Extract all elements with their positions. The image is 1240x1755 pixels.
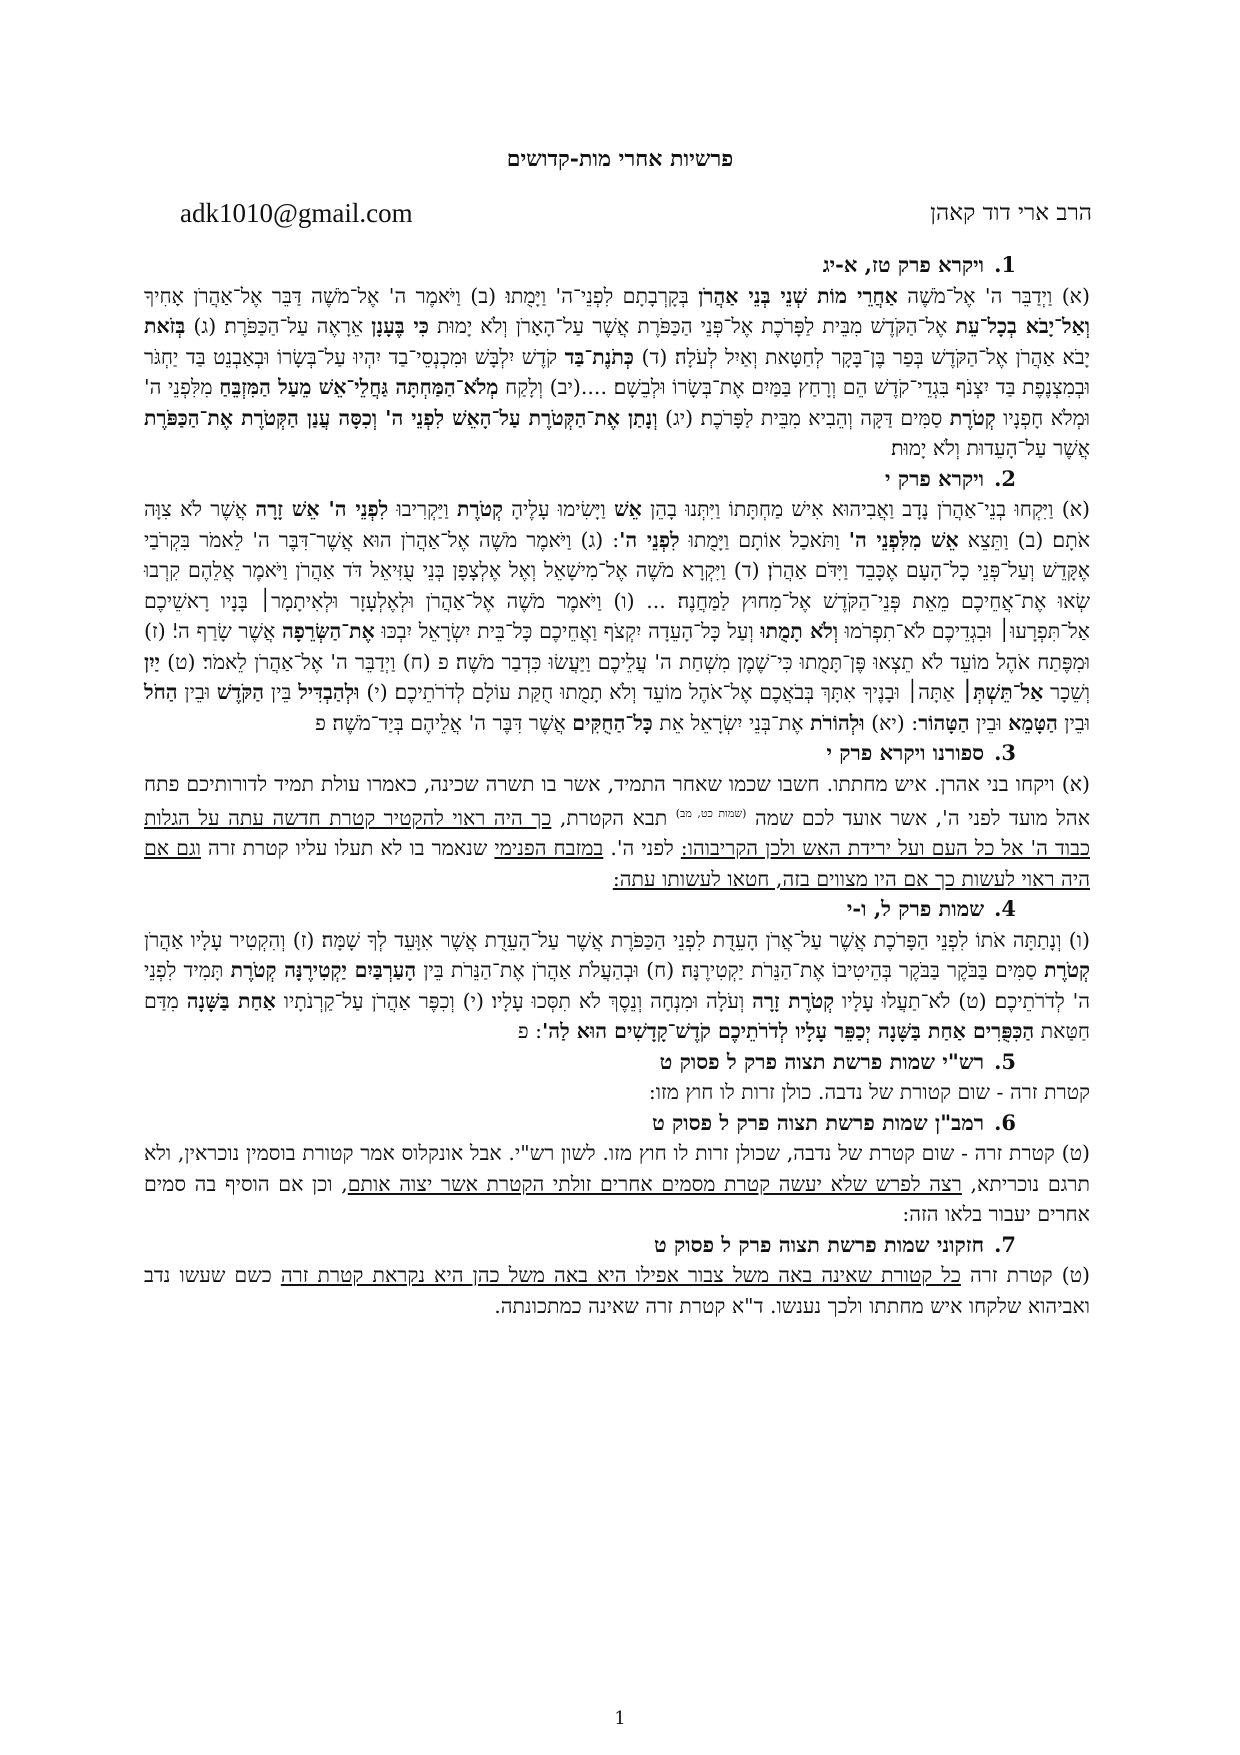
emphasized-text: אֵשׁ xyxy=(614,497,642,521)
source-number: 1. xyxy=(994,252,1016,277)
text-segment: סַמִּים בַּבֹּקֶר בַּבֹּקֶר בְּהֵיטִיבוֹ אֶת־הַנֵּרֹת יַקְטִירֶנָּה׃ (ח) וּבְהַעֲלֹת אַהֲרֹן אֶת־הַנֵּרֹת בֵּין xyxy=(416,958,1045,983)
source-section xyxy=(144,738,1090,894)
emphasized-text: אֵשׁ מִלִּפְנֵי ה' xyxy=(848,527,959,552)
source-number: 4. xyxy=(994,896,1016,922)
emphasized-text: לִפְנֵי ה' xyxy=(619,527,680,552)
page-number: 1 xyxy=(614,1708,626,1729)
text-segment: סַמִּים דַּקָּה וְהֵבִיא מִבֵּית לַפָּרֹכֶת׃ (יג) xyxy=(657,405,950,430)
source-section xyxy=(144,464,1090,739)
text-segment: : (יא) xyxy=(864,710,919,735)
sources-body xyxy=(144,250,1090,1321)
text-segment: אֲשֶׁר עַל־הָעֵדוּת וְלֹא יָמוּת׃ xyxy=(891,436,1090,460)
text-segment: (א) וַיְדַבֵּר ה' אֶל־מֹשֶׁה xyxy=(897,283,1090,308)
text-segment: שנאמר בו לא תעלו עליו קטרת זרה xyxy=(200,836,495,861)
text-segment: תבא הקטרת, xyxy=(551,805,676,830)
emphasized-text: מְלֹא־הַמַּחְתָּה גַּחֲלֵי־אֵשׁ מֵעַל הַמִּזְבֵּחַ xyxy=(219,375,499,399)
emphasized-text: כִּי בֶּעָנָן xyxy=(371,314,429,338)
source-text xyxy=(144,1138,1090,1230)
text-segment: קטרת זרה - שום קטורת של נדבה. כולן זרות לו חוץ מזו: xyxy=(648,1080,1090,1105)
emphasized-text: הַחֹל xyxy=(144,680,178,704)
underlined-text: כך היה ראוי להקטיר קטרת חדשה עתה על הגלות כבוד ה' אל כל העם ועל ירידת האש ולכן הקריבוהו: xyxy=(144,805,1090,861)
text-segment: (ו) וְנָתַתָּה אֹתוֹ לִפְנֵי הַפָּרֹכֶת אֲשֶׁר עַל־אֲרֹן הָעֵדֻת לִפְנֵי הַכַּפֹּרֶת אֲשֶׁר עַל־הָעֵדֻת אֲשֶׁר אִוָּעֵד לְךָ שָׁמָּה׃ (ז) וְהִקְטִיר עָלָיו אַהֲרֹן xyxy=(144,927,1090,952)
emphasized-text: הַכִּפֻּרִים אַחַת בַּשָּׁנָה יְכַפֵּר עָלָיו לְדֹרֹתֵיכֶם קֹדֶשׁ־קָדָשִׁים הוּא לַה' xyxy=(542,1019,1035,1044)
source-title: רמב"ן שמות פרשת תצוה פרק ל פסוק ט xyxy=(652,1109,985,1135)
text-segment: אֶת־בְּנֵי יִשְׂרָאֵל אֵת xyxy=(652,710,811,735)
text-segment: וַיָּשִׂימוּ עָלֶיהָ xyxy=(502,497,615,521)
text-segment: (א) וַיִּקְחוּ בְנֵי־אַהֲרֹן נָדָב וַאֲבִיהוּא אִישׁ מַחְתָּתוֹ וַיִּתְּנוּ בָהֵן xyxy=(641,497,1090,521)
source-section xyxy=(144,1108,1090,1230)
text-segment: אֶל־הַקֹּדֶשׁ מִבֵּית לַפָּרֹכֶת אֶל־פְּנֵי הַכַּפֹּרֶת אֲשֶׁר עַל־הָאָרֹן וְלֹא יָמוּת xyxy=(428,314,956,338)
text-segment: כשם שעשו נדב ואביהוא שלקחו איש מחתתו ולכך נענשו. ד"א קטרת זרה שאינה כמתכונתה. xyxy=(144,1263,1090,1318)
underlined-text: כל קטורת שאינה באה משל צבור אפילו היא באה משל כהן היא נקראת קטרת זרה xyxy=(280,1263,961,1288)
source-number: 5. xyxy=(994,1048,1016,1074)
text-segment: : (ג) וַיֹּאמֶר מֹשֶׁה אֶל־אַהֲרֹן הוּא אֲשֶׁר־דִּבֶּר ה' לֵאמֹר בִּקְרֹבַי אֶקָּדֵשׁ וְעַל־פְּנֵי כָל־הָעָם אֶכָּבֵד וַיִּדֹּם אַהֲרֹן׃ (ד) וַיִּקְרָא מֹשֶׁה אֶל־מִישָׁאֵל וְאֶל אֶלְצָפָן בְּנֵי עֻזִּיאֵל דֹּד אַהֲרֹן וַיֹּאמֶר אֲלֵהֶם קִרְבוּ שְׂאוּ אֶת־אֲחֵיכֶם מֵאֵת פְּנֵי־הַקֹּדֶשׁ אֶל־מִחוּץ לַמַּחֲנֶה׃ ... (ו) וַיֹּאמֶר מֹשֶׁה אֶל־אַהֲרֹן וּלְאֶלְעָזָר וּלְאִיתָמָר׀ בָּנָיו רָאשֵׁיכֶם אַל־תִּפְרָעוּ׀ וּבִגְדֵיכֶם לֹא־תִפְרֹמוּ xyxy=(144,527,1090,643)
text-segment: (ט) קטרת זרה xyxy=(960,1263,1091,1288)
text-segment: אַתָּה׀ וּבָנֶיךָ אִתָּךְ בְּבֹאֲכֶם אֶל־אֹהֶל מוֹעֵד וְלֹא תָמֻתוּ חֻקַּת עוֹלָם לְדֹרֹתֵיכֶם׃ (י) xyxy=(359,680,962,704)
source-text xyxy=(144,494,1090,738)
source-title: שמות פרק ל, ו-י xyxy=(846,896,985,922)
citation-note: (שמות כט, מב) xyxy=(675,807,747,820)
text-segment: בְּקָרְבָתָם לִפְנֵי־ה' וַיָּמֻתוּ׃ (ב) וַיֹּאמֶר ה' אֶל־מֹשֶׁה דַּבֵּר אֶל־אַהֲרֹן אָחִיךָ xyxy=(144,283,699,308)
text-segment: אֲשֶׁר לֹא צִוָּה אֹתָם׃ (ב) וַתֵּצֵא xyxy=(144,497,1090,552)
text-segment: אֲשֶׁר שָׂרַף ה'׃ (ז) וּמִפֶּתַח אֹהֶל מוֹעֵד לֹא תֵצְאוּ פֶּן־תָּמֻתוּ כִּי־שֶׁמֶן מִשְׁחַת ה' עֲלֵיכֶם וַיַּעֲשׂוּ כִּדְבַר מֹשֶׁה׃ פ (ח) וַיְדַבֵּר ה' אֶל־אַהֲרֹן לֵאמֹר׃ (ט) xyxy=(144,619,1090,674)
text-segment: וּבֵין xyxy=(969,710,1009,735)
text-segment: מִדַּם חַטַּאת xyxy=(144,988,1090,1044)
text-segment: בֵּין xyxy=(264,680,299,704)
text-segment: (ט) קטרת זרה - שום קטרת של נדבה, שכולן זרות לו חוץ מזו. לשון רש"י. אבל אונקלוס אמר קטורת בוסמין נוכראין, ולא תרגם נוכריתא, xyxy=(144,1141,1090,1196)
emphasized-text: יַיִן xyxy=(144,649,160,674)
source-number: 6. xyxy=(994,1109,1016,1135)
source-text xyxy=(144,925,1090,1047)
text-segment: וְשֵׁכָר xyxy=(1043,680,1090,704)
underlined-text: במזבח הפנימי xyxy=(494,836,604,861)
source-section xyxy=(144,894,1090,1047)
emphasized-text: אַחַת בַּשָּׁנָה xyxy=(186,988,276,1013)
source-section xyxy=(144,1047,1090,1108)
emphasized-text: לִפְנֵי ה' אֵשׁ זָרָה xyxy=(255,497,389,521)
emphasized-text: קְטֹרֶת xyxy=(949,405,996,430)
text-segment: וּבֵין xyxy=(177,680,217,704)
document-title: פרשיות אחרי מות-קדושים xyxy=(506,146,734,172)
emphasized-text: קְטֹרֶת זָרָה xyxy=(752,988,835,1013)
source-heading xyxy=(144,464,1090,495)
text-segment: מִלִּפְנֵי ה' וּמְלֹא חָפְנָיו xyxy=(144,375,1091,430)
text-segment: וַתֹּאכַל אוֹתָם וַיָּמֻתוּ xyxy=(679,527,849,552)
emphasized-text: אַחֲרֵי מוֹת שְׁנֵי בְּנֵי אַהֲרֹן xyxy=(698,283,898,308)
source-title: ויקרא פרק י xyxy=(885,465,985,491)
emphasized-text: הַקֹּדֶשׁ xyxy=(216,680,265,704)
emphasized-text: קְטֹרֶת xyxy=(457,497,503,521)
source-heading xyxy=(144,250,1090,281)
emphasized-text: כָּל־הַחֻקִּים xyxy=(572,710,653,735)
source-title: חזקוני שמות פרשת תצוה פרק ל פסוק ט xyxy=(654,1231,985,1257)
emphasized-text: הָעַרְבַּיִם יַקְטִירֶנָּה קְטֹרֶת xyxy=(230,958,417,983)
text-segment: , וכן אם הוסיף בה סמים אחרים יעבור בלאו הזה: xyxy=(144,1171,1090,1227)
source-title: ויקרא פרק טז, א-יג xyxy=(822,252,985,277)
text-segment: וּבֵין xyxy=(1057,710,1090,735)
emphasized-text: אַל־תֵּשְׁתְּ׀ xyxy=(961,680,1044,704)
source-heading xyxy=(144,738,1090,769)
text-segment: לפני ה'. xyxy=(603,836,681,861)
emphasized-text: וּלְהַבְדִּיל xyxy=(298,680,360,704)
source-number: 3. xyxy=(994,740,1016,765)
emphasized-text: וּלְהוֹרֹת xyxy=(810,710,865,735)
source-section xyxy=(144,250,1090,464)
underlined-text: רצה לפרש שלא יעשה קטרת מסמים אחרים זולתי הקטרת אשר יצוה אותם xyxy=(347,1171,962,1196)
emphasized-text: וְאַל־יָבֹא בְכָל־עֵת xyxy=(955,314,1090,338)
text-segment: אֲשֶׁר דִּבֶּר ה' אֲלֵיהֶם בְּיַד־מֹשֶׁה׃ פ xyxy=(315,710,573,735)
emphasized-text: אֶת־הַשְּׂרֵפָה xyxy=(281,619,375,643)
source-heading xyxy=(144,1108,1090,1139)
source-section xyxy=(144,1230,1090,1322)
emphasized-text: הַטָּמֵא xyxy=(1008,710,1058,735)
emphasized-text: וְלֹא תָמֻתוּ xyxy=(760,619,839,643)
source-number: 7. xyxy=(994,1231,1016,1257)
author-name: הרב ארי דוד קאהן xyxy=(930,200,1092,226)
text-segment: וַיַּקְרִיבוּ xyxy=(388,497,458,521)
text-segment: (א) ויקחו בני אהרן. איש מחתתו. חשבו שכמו שאחר התמיד, אשר בו תשרה שכינה, כאמרו עולת תמיד לדורותיכם פתח אהל מועד לפני ה', אשר אועד לכם שמה xyxy=(144,771,1090,830)
text-segment: וְעַל כָּל־הָעֵדָה יִקְצֹף וַאֲחֵיכֶם כָּל־בֵּית יִשְׂרָאֵל יִבְכּוּ xyxy=(374,619,761,643)
source-heading xyxy=(144,1230,1090,1261)
source-heading xyxy=(144,1047,1090,1078)
text-segment: תָּמִיד לִפְנֵי ה' לְדֹרֹתֵיכֶם׃ (ט) לֹא־תַעֲלוּ עָלָיו xyxy=(144,958,1091,1013)
author-email[interactable]: adk1010@gmail.com xyxy=(180,198,413,228)
emphasized-text: הַטָּהוֹר xyxy=(918,710,970,735)
source-number: 2. xyxy=(994,465,1016,491)
source-text xyxy=(144,1077,1090,1108)
text-segment: יָבֹא אַהֲרֹן אֶל־הַקֹּדֶשׁ בְּפַר בֶּן־בָּקָר לְחַטָּאת וְאַיִל לְעֹלָה׃ (ד) xyxy=(633,344,1090,369)
source-title: רש"י שמות פרשת תצוה פרק ל פסוק ט xyxy=(659,1048,985,1074)
source-text xyxy=(144,1260,1090,1321)
text-segment: : פ xyxy=(517,1019,543,1044)
text-segment: קֹדֶשׁ יִלְבָּשׁ וּמִכְנְסֵי־בַד יִהְיוּ עַל־בְּשָׂרוֹ וּבְאַבְנֵט בַּד יַחְגֹּר וּבְמִצְנֶפֶת בַּד יִצְנֹף בִּגְדֵי־קֹדֶשׁ הֵם וְרָחַץ בַּמַּיִם אֶת־בְּשָׂרוֹ וּלְבֵשָׁם׃ ....(יב) וְלָקַח xyxy=(144,344,1091,399)
source-title: ספורנו ויקרא פרק י xyxy=(826,740,985,765)
source-heading xyxy=(144,894,1090,925)
emphasized-text: וְנָתַן אֶת־הַקְּטֹרֶת עַל־הָאֵשׁ לִפְנֵי ה' וְכִסָּה עֲנַן הַקְּטֹרֶת אֶת־הַכַּפֹּרֶת xyxy=(144,405,658,430)
emphasized-text: קְטֹרֶת xyxy=(1044,958,1090,983)
emphasized-text: כְּתֹנֶת־בַּד xyxy=(564,344,634,369)
underlined-text: וגם אם היה ראוי לעשות כך אם היו מצווים בזה, חטאו לעשותו עתה: xyxy=(144,836,1090,891)
emphasized-text: בְּזֹאת xyxy=(144,314,186,338)
text-segment: אֵרָאֶה עַל־הַכַּפֹּרֶת׃ (ג) xyxy=(185,314,372,338)
source-text xyxy=(144,281,1090,464)
source-text xyxy=(144,769,1090,895)
text-segment: וְעֹלָה וּמִנְחָה וְנֵסֶךְ לֹא תִסְּכוּ עָלָיו׃ (י) וְכִפֶּר אַהֲרֹן עַל־קַרְנֹתָיו xyxy=(275,988,753,1013)
